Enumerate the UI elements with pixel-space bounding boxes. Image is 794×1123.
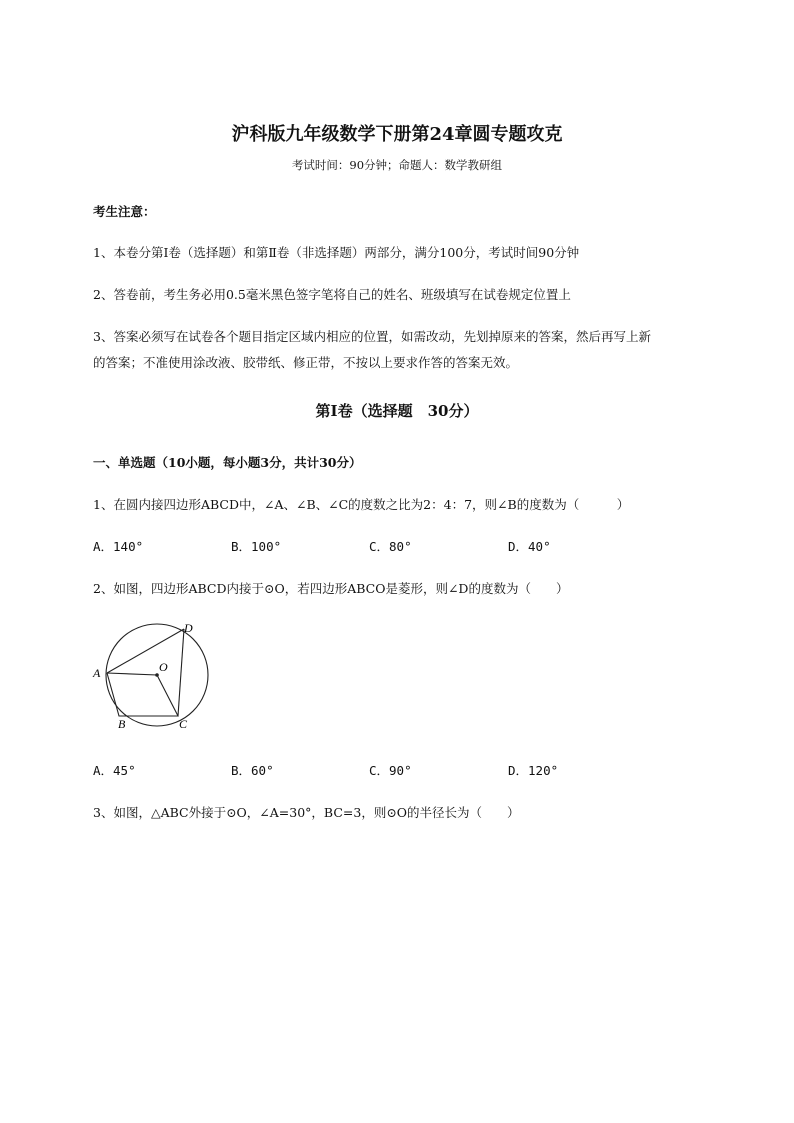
page-title: 沪科版九年级数学下册第24章圆专题攻克 — [231, 124, 563, 145]
question-3-stem: 3、如图，△ABC外接于⊙O，∠A=30°，BC=3，则⊙O的半径长为（ ） — [93, 805, 520, 820]
q1-option-b: B．100° — [231, 539, 282, 554]
label-c: C — [179, 717, 188, 731]
q2-option-a: A．45° — [93, 763, 136, 778]
label-o: O — [159, 660, 168, 674]
q1-option-d: D．40° — [508, 539, 551, 554]
label-d: D — [184, 621, 193, 635]
notice-item-1: 1、本卷分第I卷（选择题）和第Ⅱ卷（非选择题）两部分，满分100分，考试时间90分钟 — [93, 245, 580, 260]
label-a: A — [93, 666, 101, 680]
quadrilateral-abco — [107, 673, 178, 716]
q1-option-c: C．80° — [369, 539, 412, 554]
q2-option-b: B．60° — [231, 763, 274, 778]
question-1-stem: 1、在圆内接四边形ABCD中，∠A、∠B、∠C的度数之比为2：4：7，则∠B的度数为（ ） — [93, 497, 630, 512]
label-b: B — [118, 717, 126, 731]
q2-option-c: C．90° — [369, 763, 412, 778]
notice-item-2: 2、答卷前，考生务必用0.5毫米黑色签字笔将自己的姓名、班级填写在试卷规定位置上 — [93, 287, 571, 302]
notice-heading: 考生注意： — [93, 204, 156, 219]
question-2-stem: 2、如图，四边形ABCD内接于⊙O，若四边形ABCO是菱形，则∠D的度数为（ ） — [93, 581, 569, 596]
segment-ad — [107, 629, 184, 673]
exam-info: 考试时间：90分钟；命题人：数学教研组 — [291, 158, 503, 172]
question-2-figure — [88, 620, 228, 735]
part-heading: 一、单选题（10小题，每小题3分，共计30分） — [93, 455, 362, 470]
section-title: 第I卷（选择题 30分） — [315, 402, 479, 420]
notice-item-3-cont: 的答案；不准使用涂改液、胶带纸、修正带，不按以上要求作答的答案无效。 — [93, 355, 519, 370]
notice-item-3: 3、答案必须写在试卷各个题目指定区域内相应的位置，如需改动，先划掉原来的答案，然后再写上新 — [93, 329, 651, 344]
q2-option-d: D．120° — [508, 763, 559, 778]
q1-option-a: A．140° — [93, 539, 144, 554]
segment-dc — [178, 629, 184, 716]
